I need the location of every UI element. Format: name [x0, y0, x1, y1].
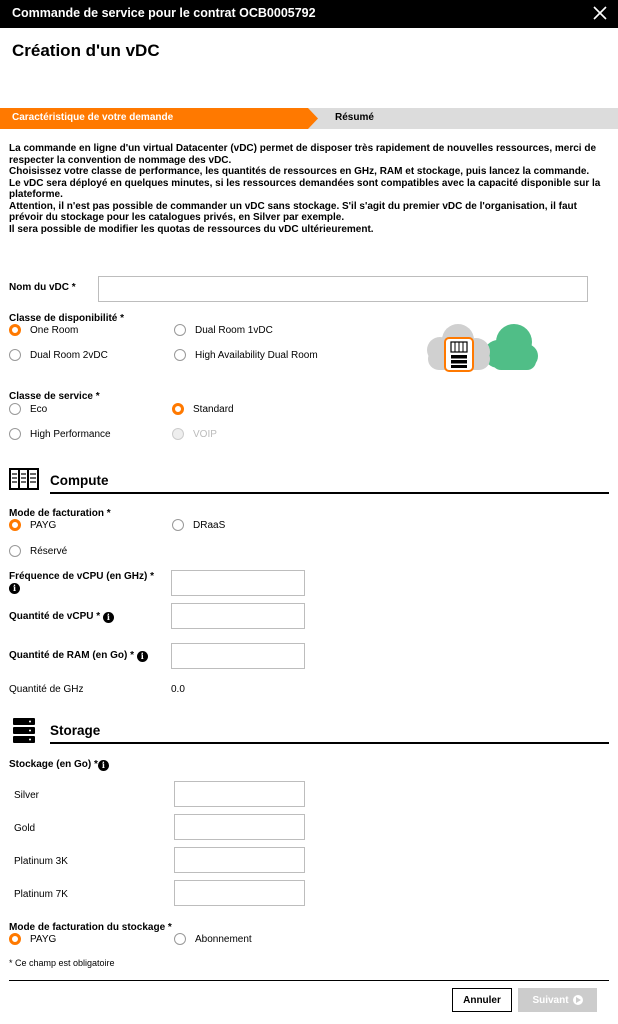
intro-paragraph: Il sera possible de modifier les quotas de ressources du vDC ultérieurement.: [9, 223, 374, 235]
radio-label: DRaaS: [193, 519, 226, 531]
radio-label: PAYG: [30, 933, 57, 945]
radio-eco[interactable]: [9, 403, 47, 415]
info-icon[interactable]: i: [98, 760, 109, 771]
next-button-label: Suivant: [532, 994, 569, 1006]
radio-voip: [172, 428, 217, 440]
compute-icon: [9, 468, 39, 490]
radio-dot: [174, 349, 186, 361]
radio-label: Dual Room 2vDC: [30, 349, 108, 361]
radio-dot: [172, 428, 184, 440]
vcpu-frequency-input[interactable]: [171, 570, 305, 596]
server-icon: [445, 338, 473, 371]
radio-dot: [172, 403, 184, 415]
radio-one-room[interactable]: [9, 324, 78, 336]
radio-dot: [9, 519, 21, 531]
storage-tier-label: Platinum 7K: [14, 889, 68, 900]
intro-text: [9, 143, 609, 235]
radio-storage-payg[interactable]: [9, 933, 56, 945]
close-icon[interactable]: [590, 3, 610, 23]
radio-dot: [9, 933, 21, 945]
radio-draas[interactable]: [172, 519, 225, 531]
section-divider: [50, 492, 609, 494]
storage-silver-input[interactable]: [174, 781, 305, 807]
radio-label: Dual Room 1vDC: [195, 324, 273, 336]
radio-label: Eco: [30, 403, 48, 415]
step-active: [0, 108, 318, 129]
vdc-name-input[interactable]: [98, 276, 588, 302]
storage-platinum-3k-input[interactable]: [174, 847, 305, 873]
storage-title: Storage: [50, 723, 101, 738]
ghz-quantity-label: Quantité de GHz: [9, 684, 84, 695]
step-next-label: Résumé: [335, 112, 374, 123]
storage-billing-label: Mode de facturation du stockage *: [9, 922, 172, 933]
radio-standard[interactable]: [172, 403, 234, 415]
radio-high-performance[interactable]: [9, 428, 111, 440]
compute-title: Compute: [50, 473, 109, 488]
radio-label: Standard: [193, 403, 234, 415]
radio-dot: [9, 324, 21, 336]
storage-icon: [13, 718, 35, 744]
intro-paragraph: Attention, il n'est pas possible de commander un vDC sans stockage. S'il s'agit du premier vDC de l'organisation, il faut prévoir du stockage pour les catalogues privés, en Silver par exemple.: [9, 200, 577, 223]
info-icon[interactable]: i: [9, 583, 20, 594]
radio-dual-room-1vdc[interactable]: [174, 324, 273, 336]
storage-quantity-text: Stockage (en Go) *: [9, 759, 98, 770]
radio-label: High Performance: [30, 428, 111, 440]
required-note: * Ce champ est obligatoire: [9, 958, 115, 968]
intro-paragraph: La commande en ligne d'un virtual Datacenter (vDC) permet de disposer très rapidement de nouvelles ressources, merci de respecter la convention de nommage des vDC.: [9, 143, 597, 166]
storage-tier-label: Silver: [14, 790, 40, 801]
ram-quantity-label: [9, 650, 148, 662]
window-titlebar: [0, 0, 618, 28]
page-title: Création d'un vDC: [12, 41, 160, 60]
availability-label: Classe de disponibilité *: [9, 313, 125, 324]
ghz-quantity-value: 0.0: [171, 684, 185, 695]
radio-label: High Availability Dual Room: [195, 349, 318, 361]
info-icon[interactable]: i: [103, 612, 114, 623]
radio-label: One Room: [30, 324, 79, 336]
next-button: [518, 988, 597, 1012]
radio-dot: [172, 519, 184, 531]
info-icon[interactable]: i: [137, 651, 148, 662]
storage-tier-label: Platinum 3K: [14, 856, 68, 867]
radio-reserve[interactable]: [9, 545, 67, 557]
vcpu-quantity-input[interactable]: [171, 603, 305, 629]
intro-paragraph: Choisissez votre classe de performance, les quantités de ressources en GHz, RAM et stockage, puis lancez la commande.: [9, 166, 590, 177]
radio-payg[interactable]: [9, 519, 56, 531]
billing-mode-label: Mode de facturation *: [9, 508, 111, 519]
radio-dot: [9, 403, 21, 415]
radio-storage-abonnement[interactable]: [174, 933, 252, 945]
compute-section-header: [9, 468, 609, 494]
service-class-label: Classe de service *: [9, 391, 100, 402]
storage-section-header: [9, 718, 609, 744]
footer-divider: [9, 980, 609, 981]
radio-label: Abonnement: [195, 933, 252, 945]
cancel-button[interactable]: Annuler: [452, 988, 512, 1012]
window-title: Commande de service pour le contrat OCB0005792: [12, 6, 316, 20]
radio-label: Réservé: [30, 545, 68, 557]
storage-quantity-label: [9, 759, 109, 771]
radio-dot: [9, 545, 21, 557]
intro-paragraph: Le vDC sera déployé en quelques minutes, si les ressources demandées sont compatibles avec la capacité disponible sur la plateforme.: [9, 177, 601, 200]
vcpu-quantity-text: Quantité de vCPU *: [9, 611, 101, 622]
radio-dot: [9, 428, 21, 440]
storage-tier-label: Gold: [14, 823, 36, 834]
vcpu-frequency-text: Fréquence de vCPU (en GHz) *: [9, 571, 155, 582]
vdc-name-label: Nom du vDC *: [9, 282, 76, 293]
arrow-right-icon: [573, 995, 583, 1005]
stepper: [0, 108, 618, 129]
cloud-server-illustration: [422, 318, 538, 378]
ram-quantity-input[interactable]: [171, 643, 305, 669]
radio-label: PAYG: [30, 519, 57, 531]
radio-dot: [174, 324, 186, 336]
radio-dot: [174, 933, 186, 945]
radio-dot: [9, 349, 21, 361]
storage-platinum-7k-input[interactable]: [174, 880, 305, 906]
green-cloud-icon: [484, 324, 538, 370]
vcpu-quantity-label: [9, 611, 114, 623]
section-divider: [50, 742, 609, 744]
step-active-label: Caractéristique de votre demande: [12, 112, 174, 123]
ram-quantity-text: Quantité de RAM (en Go) *: [9, 650, 134, 661]
radio-label: VOIP: [193, 428, 217, 440]
radio-dual-room-2vdc[interactable]: [9, 349, 108, 361]
storage-gold-input[interactable]: [174, 814, 305, 840]
vcpu-frequency-label: [9, 571, 154, 594]
radio-high-availability[interactable]: [174, 349, 318, 361]
